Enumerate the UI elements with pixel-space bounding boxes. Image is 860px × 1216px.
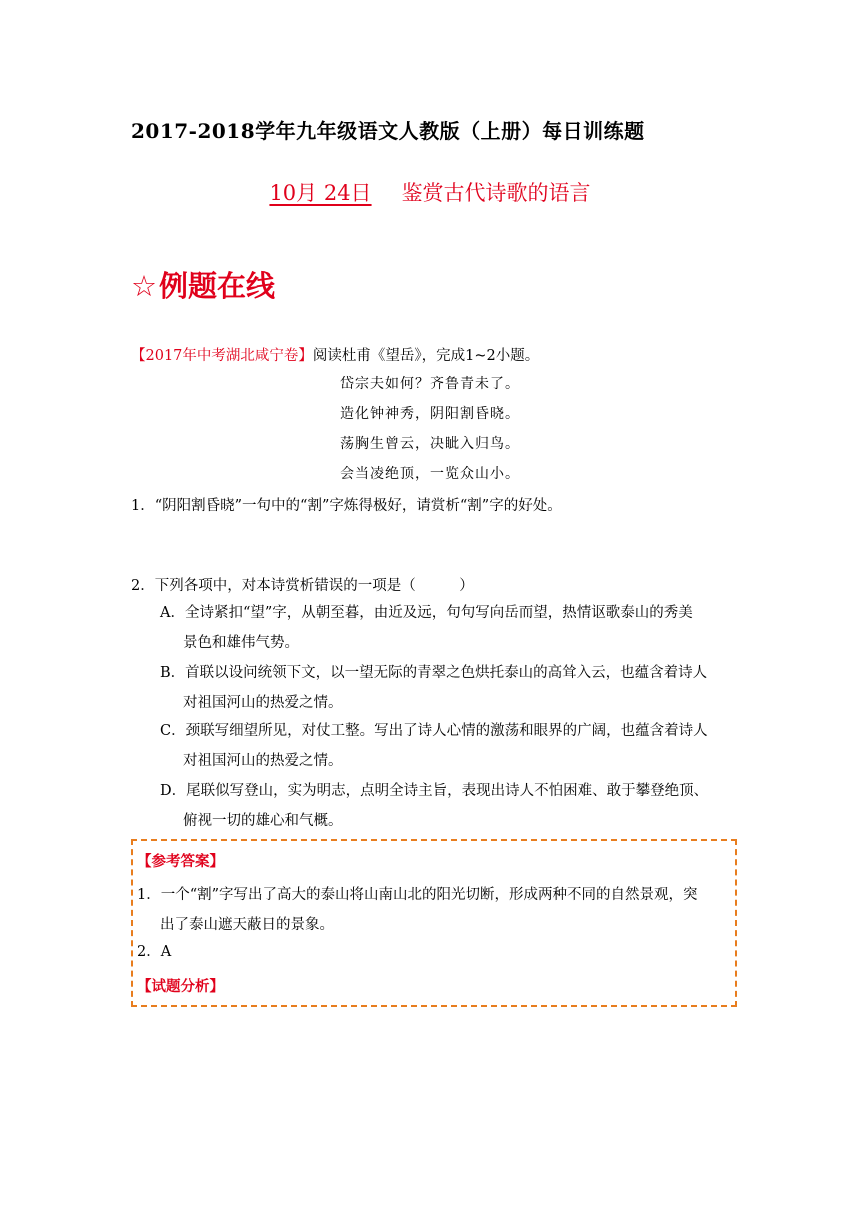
question-source: 【2017年中考湖北咸宁卷】 bbox=[131, 348, 313, 364]
poem-line-2: 造化钟神秀，阴阳割昏晓。 bbox=[340, 406, 520, 422]
option-d-rest: 俯视一切的雄心和气概。 bbox=[183, 813, 343, 829]
option-d-first: D．尾联似写登山，实为明志，点明全诗主旨，表现出诗人不怕困难、敢于攀登绝顶、 bbox=[160, 783, 709, 799]
intro-text: 阅读杜甫《望岳》，完成1~2小题。 bbox=[312, 348, 540, 364]
answer-1 bbox=[137, 880, 735, 940]
option-c-first: C．颈联写细望所见，对仗工整。写出了诗人心情的激荡和眼界的广阔，也蕴含着诗人 bbox=[160, 723, 708, 739]
question-1: 1．“阴阳割昏晓”一句中的“割”字炼得极好，请赏析“割”字的好处。 bbox=[131, 498, 562, 514]
analysis-heading: 【试题分析】 bbox=[137, 978, 224, 995]
section-title: 例题在线 bbox=[159, 269, 276, 303]
answer-1-first: 1．一个“割”字写出了高大的泰山将山南山北的阳光切断，形成两种不同的自然景观，突 bbox=[137, 887, 698, 903]
option-b-first: B．首联以设问统领下文，以一望无际的青翠之色烘托泰山的高耸入云，也蕴含着诗人 bbox=[160, 665, 708, 681]
answer-heading: 【参考答案】 bbox=[137, 853, 224, 870]
date-label: 10月 24日 bbox=[269, 181, 372, 205]
option-d bbox=[160, 776, 740, 836]
poem-line-3: 荡胸生曾云，决眦入归鸟。 bbox=[340, 436, 520, 452]
star-icon: ☆ bbox=[131, 269, 157, 303]
option-a-first: A．全诗紧扣“望”字，从朝至暮，由近及远，句句写向岳而望，热情讴歌泰山的秀美 bbox=[160, 605, 693, 621]
question-intro bbox=[131, 344, 539, 365]
topic-label: 鉴赏古代诗歌的语言 bbox=[401, 181, 591, 205]
option-c bbox=[160, 716, 740, 776]
option-a bbox=[160, 598, 740, 658]
option-b bbox=[160, 658, 740, 718]
date-topic-line bbox=[0, 177, 860, 207]
option-c-rest: 对祖国河山的热爱之情。 bbox=[183, 753, 343, 769]
poem-line-1: 岱宗夫如何？齐鲁青未了。 bbox=[340, 376, 520, 392]
answer-2: 2．A bbox=[137, 944, 172, 960]
option-b-rest: 对祖国河山的热爱之情。 bbox=[183, 695, 343, 711]
poem-line-4: 会当凌绝顶，一览众山小。 bbox=[340, 466, 520, 482]
option-a-rest: 景色和雄伟气势。 bbox=[183, 635, 299, 651]
section-heading bbox=[131, 264, 275, 305]
question-2: 2．下列各项中，对本诗赏析错误的一项是（ ） bbox=[131, 578, 474, 594]
document-title: 2017-2018学年九年级语文人教版（上册）每日训练题 bbox=[131, 119, 645, 143]
answer-1-rest: 出了泰山遮天蔽日的景象。 bbox=[160, 917, 334, 933]
